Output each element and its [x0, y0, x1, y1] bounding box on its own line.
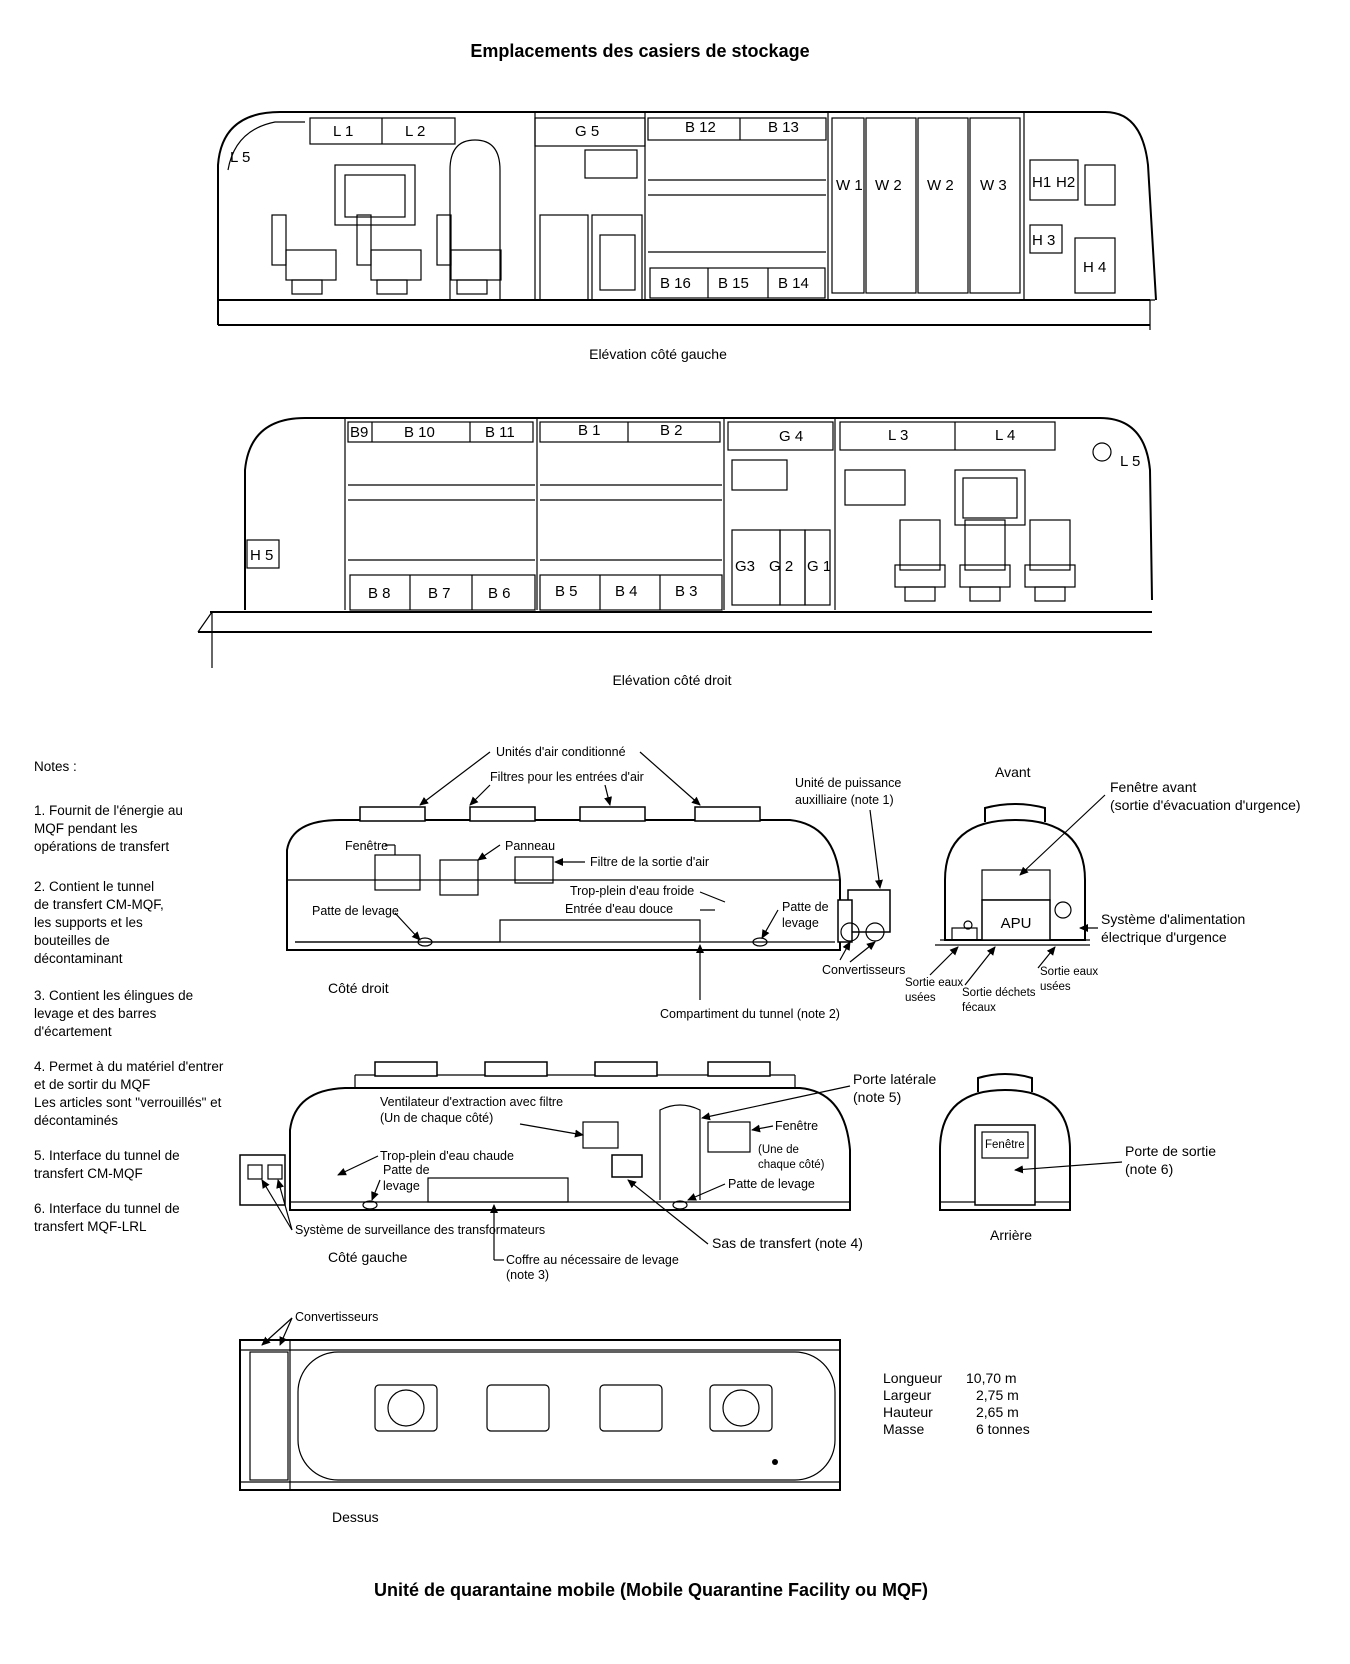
diagram-label: W 2 — [927, 177, 954, 194]
diagram-label: auxilliaire (note 1) — [795, 793, 894, 807]
diagram-label: d'écartement — [34, 1024, 112, 1039]
right-side-view — [287, 745, 905, 1021]
diagram-label: L 2 — [405, 123, 426, 140]
diagram-label: chaque côté) — [758, 1159, 825, 1171]
diagram-label: L 5 — [230, 149, 251, 166]
diagram-label: B 8 — [368, 585, 391, 602]
diagram-label: 6. Interface du tunnel de — [34, 1201, 180, 1216]
diagram-label: H 5 — [250, 547, 274, 564]
diagram-label: B 6 — [488, 585, 511, 602]
diagram-label: Notes : — [34, 759, 77, 774]
diagram-label: B 16 — [660, 275, 691, 292]
diagram-label: levage et des barres — [34, 1006, 157, 1021]
diagram-label: B 10 — [404, 424, 435, 441]
diagram-label: Masse — [883, 1421, 925, 1437]
diagram-label: L 1 — [333, 123, 354, 140]
diagram-label: B 3 — [675, 583, 698, 600]
footer-title: Unité de quarantaine mobile (Mobile Quarantine Facility ou MQF) — [373, 1580, 929, 1600]
seat-icon — [437, 215, 501, 294]
diagram-label: Système de surveillance des transformateurs — [295, 1223, 546, 1237]
diagram-label: Convertisseurs — [295, 1310, 379, 1324]
diagram-label: Système d'alimentation — [1101, 911, 1246, 927]
diagram-label: Trop-plein d'eau froide — [570, 884, 695, 898]
diagram-label: décontaminant — [34, 951, 123, 966]
diagram-label: 1. Fournit de l'énergie au — [34, 803, 183, 818]
top-view — [240, 1310, 840, 1525]
diagram-label: Largeur — [883, 1387, 932, 1403]
diagram-label: usées — [905, 992, 936, 1004]
diagram-label: APU — [1000, 915, 1032, 932]
diagram-label: 2,65 m — [976, 1404, 1019, 1420]
diagram-label: G 1 — [807, 558, 832, 575]
diagram-label: H2 — [1056, 174, 1076, 191]
diagram-label: électrique d'urgence — [1101, 929, 1227, 945]
seat-icon — [1025, 520, 1075, 601]
diagram-label: Porte latérale — [853, 1071, 937, 1087]
diagram-label: Patte de — [383, 1163, 430, 1177]
seat-icon — [895, 520, 945, 601]
diagram-label: 2. Contient le tunnel — [34, 879, 155, 894]
diagram-label: B 1 — [578, 422, 601, 439]
diagram-label: B 13 — [768, 119, 799, 136]
diagram-label: B9 — [350, 424, 369, 441]
diagram-label: décontaminés — [34, 1113, 119, 1128]
diagram-label: W 2 — [875, 177, 902, 194]
diagram-label: Unités d'air conditionné — [496, 745, 626, 759]
diagram-label: Patte de — [782, 900, 829, 914]
diagram-label: B 5 — [555, 583, 578, 600]
diagram-label: Panneau — [505, 839, 556, 853]
diagram-label: Fenêtre — [345, 839, 389, 853]
diagram-label: Longueur — [883, 1370, 943, 1386]
diagram-label: G 4 — [779, 428, 804, 445]
diagram-label: B 12 — [685, 119, 716, 136]
diagram-label: levage — [782, 916, 819, 930]
diagram-label: Coffre au nécessaire de levage — [506, 1253, 679, 1267]
diagram-label: Trop-plein d'eau chaude — [380, 1149, 514, 1163]
diagram-label: Fenêtre — [775, 1119, 819, 1133]
diagram-label: L 3 — [888, 427, 909, 444]
diagram-label: Sortie déchets — [962, 987, 1036, 999]
diagram-label: H 4 — [1083, 259, 1107, 276]
front-caption: Avant — [995, 764, 1031, 780]
diagram-label: Porte de sortie — [1125, 1143, 1217, 1159]
seat-icon — [960, 520, 1010, 601]
diagram-label: (note 5) — [853, 1089, 902, 1105]
diagram-label: B 2 — [660, 422, 683, 439]
diagram-label: B 4 — [615, 583, 638, 600]
left-side-caption: Côté gauche — [328, 1249, 408, 1265]
diagram-label: opérations de transfert — [34, 839, 170, 854]
diagram-label: (Un de chaque côté) — [380, 1111, 494, 1125]
diagram-label: Ventilateur d'extraction avec filtre — [380, 1095, 564, 1109]
seat-icon — [272, 215, 336, 294]
diagram-label: Patte de levage — [312, 904, 399, 918]
diagram-label: B 11 — [485, 424, 515, 441]
diagram-label: W 3 — [980, 177, 1007, 194]
diagram-label: H1 — [1032, 174, 1052, 191]
diagram-label: Convertisseurs — [822, 963, 906, 977]
diagram-label: 2,75 m — [976, 1387, 1019, 1403]
diagram-label: (Une de — [758, 1144, 799, 1156]
diagram-label: usées — [1040, 981, 1071, 993]
right-elevation-caption: Elévation côté droit — [612, 672, 732, 688]
diagram-label: Entrée d'eau douce — [565, 902, 674, 916]
diagram-label: G 2 — [769, 558, 794, 575]
diagram-label: (note 3) — [506, 1268, 550, 1282]
diagram-label: Hauteur — [883, 1404, 933, 1420]
diagram-label: Unité de puissance — [795, 776, 902, 790]
left-elevation — [218, 112, 1156, 362]
rear-view — [940, 1074, 1216, 1243]
diagram-label: L 5 — [1120, 453, 1141, 470]
diagram-label: transfert CM-MQF — [34, 1166, 143, 1181]
diagram-label: Filtres pour les entrées d'air — [490, 770, 644, 784]
diagram-label: (note 6) — [1125, 1161, 1174, 1177]
left-elevation-caption: Elévation côté gauche — [589, 346, 727, 362]
diagram-label: G3 — [735, 558, 756, 575]
rear-caption: Arrière — [990, 1227, 1033, 1243]
diagram-label: L 4 — [995, 427, 1016, 444]
diagram-label: Fenêtre — [985, 1139, 1025, 1151]
diagram-label: bouteilles de — [34, 933, 110, 948]
front-view — [905, 764, 1301, 1014]
diagram-label: G 5 — [575, 123, 600, 140]
diagram-label: fécaux — [962, 1002, 996, 1014]
diagram-label: Patte de levage — [728, 1177, 815, 1191]
diagram-label: 6 tonnes — [976, 1421, 1030, 1437]
diagram-label: Filtre de la sortie d'air — [590, 855, 710, 869]
diagram-label: (sortie d'évacuation d'urgence) — [1110, 797, 1301, 813]
diagram-label: et de sortir du MQF — [34, 1077, 151, 1092]
diagram-label: levage — [383, 1179, 420, 1193]
diagram-label: H 3 — [1032, 232, 1056, 249]
page-title: Emplacements des casiers de stockage — [470, 41, 810, 61]
diagram-label: B 14 — [778, 275, 809, 292]
diagram-label: Compartiment du tunnel (note 2) — [660, 1007, 840, 1021]
diagram-label: Sas de transfert (note 4) — [712, 1235, 863, 1251]
top-caption: Dessus — [332, 1509, 379, 1525]
right-elevation — [198, 418, 1152, 688]
diagram-label: de transfert CM-MQF, — [34, 897, 164, 912]
right-side-caption: Côté droit — [328, 980, 389, 996]
diagram-label: B 7 — [428, 585, 451, 602]
diagram-label: B 15 — [718, 275, 749, 292]
diagram-label: 4. Permet à du matériel d'entrer — [34, 1059, 224, 1074]
diagram-label: MQF pendant les — [34, 821, 138, 836]
left-side-view — [240, 1062, 936, 1282]
diagram-label: Fenêtre avant — [1110, 779, 1197, 795]
diagram-label: 3. Contient les élingues de — [34, 988, 194, 1003]
diagram-label: 10,70 m — [966, 1370, 1017, 1386]
diagram-label: Sortie eaux — [1040, 966, 1099, 978]
diagram-label: W 1 — [836, 177, 863, 194]
diagram-label: 5. Interface du tunnel de — [34, 1148, 180, 1163]
seat-icon — [357, 215, 421, 294]
diagram-label: Les articles sont "verrouillés" et — [34, 1095, 222, 1110]
diagram-label: Sortie eaux — [905, 977, 964, 989]
notes — [34, 759, 224, 1234]
diagram-label: transfert MQF-LRL — [34, 1219, 147, 1234]
diagram-label: les supports et les — [34, 915, 143, 930]
specs-table — [883, 1370, 1030, 1437]
